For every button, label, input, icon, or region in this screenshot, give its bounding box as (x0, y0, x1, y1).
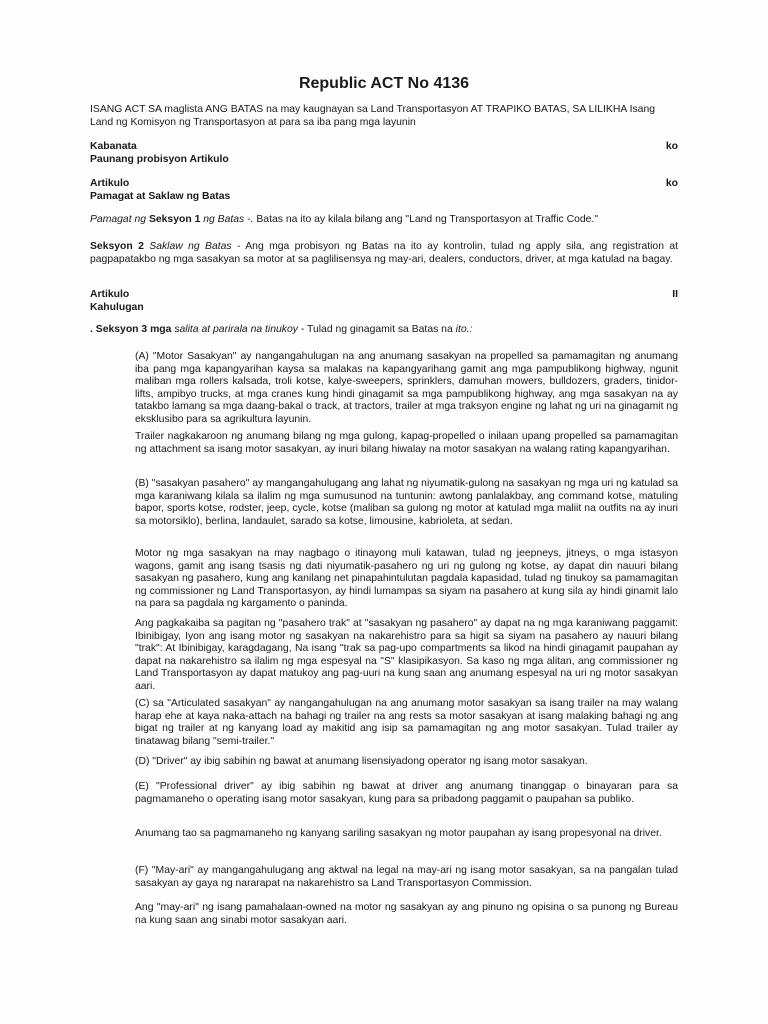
article-label: Artikulo (90, 178, 130, 189)
section-2-title: Saklaw ng Batas - (149, 241, 241, 252)
article-2-heading (90, 289, 678, 314)
definition-paragraph: (D) "Driver" ay ibig sabihin ng bawat at anumang lisensiyadong operator ng isang motor sasakyan. (135, 756, 588, 767)
article-subtitle: Pamagat at Saklaw ng Batas (90, 190, 231, 202)
section-3-label: . Seksyon 3 mga (90, 324, 172, 335)
section-1 (90, 214, 678, 227)
chapter-heading (90, 141, 678, 166)
chapter-subtitle: Paunang probisyon Artikulo (90, 153, 229, 165)
definition-paragraph: Trailer nagkakaroon ng anumang bilang ng mga gulong, kapag-propelled o inilaan upang propelled sa pamamagitan ng attachment sa isang motor sasakyan, ay inuri bilang hiwalay na motor sasakyan na walang rating kapangyarihan. (135, 431, 678, 455)
section-3-text: - Tulad ng ginagamit sa Batas na (300, 324, 453, 335)
definition-paragraph: (B) "sasakyan pasahero" ay mangangahulugang ang lahat ng niyumatik-gulong na sasakyan ng mga uri ng katulad sa mga karaniwang kilala sa ilalim ng mga sumusunod na tuntunin: awtong panlalakbay, ang command kotse, matuling bapor, sports kotse, rodster, jeep, cycle, kotse (maliban sa gulong ng motor at katulad mga maliit na outfits na ay inuri sa motorsiklo), berlina, landaulet, sarado sa kotse, limousine, kabrioleta, at sedan. (135, 478, 678, 527)
section-2-label: Seksyon 2 (90, 241, 144, 252)
chapter-number: ko (665, 141, 678, 152)
definition-paragraph: Motor ng mga sasakyan na may nagbago o itinayong muli katawan, tulad ng jeepneys, jitneys, o mga istasyon wagons, gamit ang isang tsasis ng dati niyumatik-pasahero ng uri ng gulong ng kotse, ay dapat din nauuri bilang sasakyan ng pasahero, kung ang kanilang net pinapahintulutan pagdala kapasidad, tulad ng tinukoy sa pamamagitan ng commissioner ng Land Transportasyon, ay hindi lumampas sa siyam na pasahero at kung sila ay hindi ginamit lalo na para sa pagdala ng kargamento o paninda. (135, 548, 678, 610)
definition-paragraph: Anumang tao sa pagmamaneho ng kanyang sariling sasakyan ng motor paupahan ay isang propesyonal na driver. (135, 828, 662, 839)
section-3-end: ito.: (455, 324, 473, 335)
section-1-text: Batas na ito ay kilala bilang ang "Land ng Transportasyon at Traffic Code." (256, 214, 599, 225)
section-3-title: salita at parirala na tinukoy (174, 324, 298, 335)
article-heading (90, 178, 678, 203)
article-2-label: Artikulo (90, 289, 130, 300)
article-number: ko (665, 178, 678, 189)
definition-paragraph: (C) sa "Articulated sasakyan" ay nangangahulugan na ang anumang motor sasakyan sa isang trailer na may walang harap ehe at kaya naka-attach na bahagi ng trailer na ang rests sa motor sasakyan at isang malaking bahagi ng ang bigat ng trailer at ng kanyang load ay makitid ang isip sa pamamagitan ng ang motor sasakyan. Tulad trailer ay tinatawag bilang "semi-trailer." (135, 698, 678, 747)
section-2-text: Ang mga probisyon ng Batas na ito ay kontrolin, tulad ng apply sila, ang registration at pagpapatakbo ng mga sasakyan sa motor at sa paglilisensya ng may-ari, dealers, conductors, driver, at mga katulad na bagay. (90, 241, 679, 265)
document-title: Republic ACT No 4136 (298, 75, 470, 92)
definition-paragraph: Ang "may-ari" ng isang pamahalaan-owned na motor ng sasakyan ay ang pinuno ng opisina o sa punong ng Bureau na kung saan ang sinabi motor sasakyan aari. (135, 902, 678, 926)
section-1-label: Seksyon 1 (148, 214, 201, 225)
section-3 (90, 324, 678, 337)
section-1-title: ng Batas -. (203, 214, 254, 225)
definition-paragraph: (F) "May-ari" ay mangangahulugang ang aktwal na legal na may-ari ng isang motor sasakyan, sa na pangalan tulad sasakyan ay gaya ng nararapat na nakarehistro sa Land Transportasyon Commission. (135, 865, 678, 889)
definition-paragraph: Ang pagkakaiba sa pagitan ng "pasahero trak" at "sasakyan ng pasahero" ay dapat na ng mga karaniwang paggamit: Ibinibigay, Iyon ang isang motor ng sasakyan na nakarehistro para sa higit sa siyam na pasahero ay nauuri bilang "trak": At Ibinibigay, karagdagang, Na isang "trak sa pag-upo compartments sa likod na hindi ginagamit paupahan ay dapat na nakarehistro sa ilalim ng mga espesyal na "S" klasipikasyon. Sa kaso ng mga alitan, ang commissioner ng Land Transportasyon ay dapat matukoy ang pag-uuri na kung saan ang anumang espesyal na uri ng motor sasakyan aari. (135, 618, 678, 692)
article-2-number: II (672, 289, 678, 300)
article-2-subtitle: Kahulugan (90, 301, 144, 313)
intro-paragraph: ISANG ACT SA maglista ANG BATAS na may kaugnayan sa Land Transportasyon AT TRAPIKO BATAS, SA LILIKHA Isang Land ng Komisyon ng Transportasyon at para sa iba pang mga layunin (90, 104, 656, 128)
definition-paragraph: (A) "Motor Sasakyan" ay nangangahulugan na ang anumang sasakyan na propelled sa pamamagitan ng anumang iba pang mga kapangyarihan kaysa sa malakas na kapangyarihang gamit ang mga pampublikong highway, ngunit maliban mga rollers kalsada, troli kotse, kalye-sweepers, sprinklers, damuhan mowers, bulldozers, graders, tinidor-lifts, ampibyo trucks, at mga cranes kung hindi ginagamit sa mga pampublikong highway, ang mga sasakyan na ay tatakbo lamang sa mga daang-bakal o track, at tractors, trailer at mga traksyon engine ng lahat ng uri na ginagamit ng eksklusibo para sa agrikultura layunin. (135, 351, 678, 425)
section-1-pre: Pamagat ng (90, 214, 147, 225)
section-2 (90, 241, 678, 266)
chapter-label: Kabanata (90, 141, 137, 152)
definition-paragraph: (E) "Professional driver" ay ibig sabihin ng bawat at driver ang anumang tinanggap o binayaran para sa pagmamaneho o operating isang motor sasakyan, kung para sa pribadong paggamit o paupahan sa publiko. (135, 781, 678, 805)
